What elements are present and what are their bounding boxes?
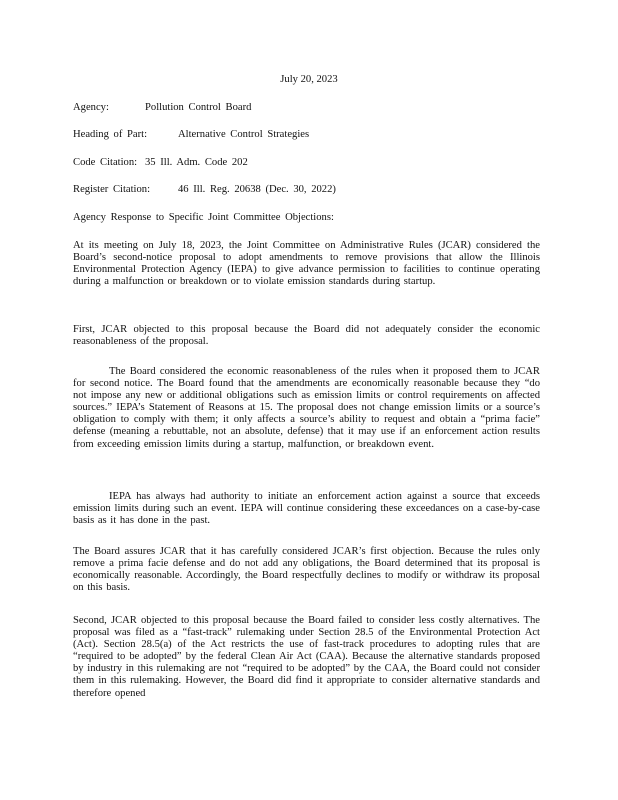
code-citation-value: 35 Ill. Adm. Code 202 [145,157,248,168]
code-citation-label: Code Citation: [73,157,138,168]
heading-of-part-value: Alternative Control Strategies [178,129,310,140]
heading-of-part-line [73,129,310,141]
heading-of-part-label: Heading of Part: [73,129,148,140]
paragraph-first-objection: First, JCAR objected to this proposal because the Board did not adequately consider the economic reasonableness of the proposal. [73,324,540,348]
paragraph-meeting: At its meeting on July 18, 2023, the Joint Committee on Administrative Rules (JCAR) considered the Board’s second-notice proposal to adopt amendments to remove provisions that allow the Illinois Environmental Protection Agency (IEPA) to give advance permission to facilities to continue operating during a malfunction or breakdown or to violate emission standards during startup. [73,240,540,288]
paragraph-iepa-authority: IEPA has always had authority to initiate an enforcement action against a source that exceeds emission limits during such an event. IEPA will continue considering these exceedances on a case-by-case basis as it has done in the past. [73,491,540,527]
paragraph-second-objection: Second, JCAR objected to this proposal because the Board failed to consider less costly alternatives. The proposal was filed as a “fast-track” rulemaking under Section 28.5 of the Environmental Protection Act (Act). Section 28.5(a) of the Act restricts the use of fast-track procedures to adopting rules that are “required to be adopted” by the federal Clean Air Act (CAA). Because the alternative standards proposed by industry in this rulemaking are not “required to be adopted” by the CAA, the Board could not consider them in this rulemaking. However, the Board did find it appropriate to consider alternative standards and therefore opened [73,615,540,699]
paragraph-economic-reasonableness: The Board considered the economic reasonableness of the rules when it proposed them to JCAR for second notice. The Board found that the amendments are economically reasonable because they “do not impose any new or additional obligations such as emission limits or control requirements on affected sources.” IEPA’s Statement of Reasons at 15. The proposal does not change emission limits or a source’s obligation to comply with them; it only affects a source’s ability to request and obtain a “prima facie” defense (meaning a rebuttable, not an absolute, defense) that it may use if an enforcement action results from exceeding emission limits during a startup, malfunction, or breakdown event. [73,366,540,450]
agency-label: Agency: [73,102,109,113]
register-citation-label: Register Citation: [73,184,151,195]
agency-line [73,102,252,114]
register-citation-line [73,184,336,196]
document-date: July 20, 2023 [280,74,338,85]
agency-value: Pollution Control Board [145,102,252,113]
register-citation-value: 46 Ill. Reg. 20638 (Dec. 30, 2022) [178,184,336,195]
response-heading: Agency Response to Specific Joint Committee Objections: [73,212,334,223]
code-citation-line [73,157,248,169]
paragraph-board-assures: The Board assures JCAR that it has carefully considered JCAR’s first objection. Because the rules only remove a prima facie defense and do not add any obligations, the Board determined that its proposal is economically reasonable. Accordingly, the Board respectfully declines to modify or withdraw its proposal on this basis. [73,546,540,594]
